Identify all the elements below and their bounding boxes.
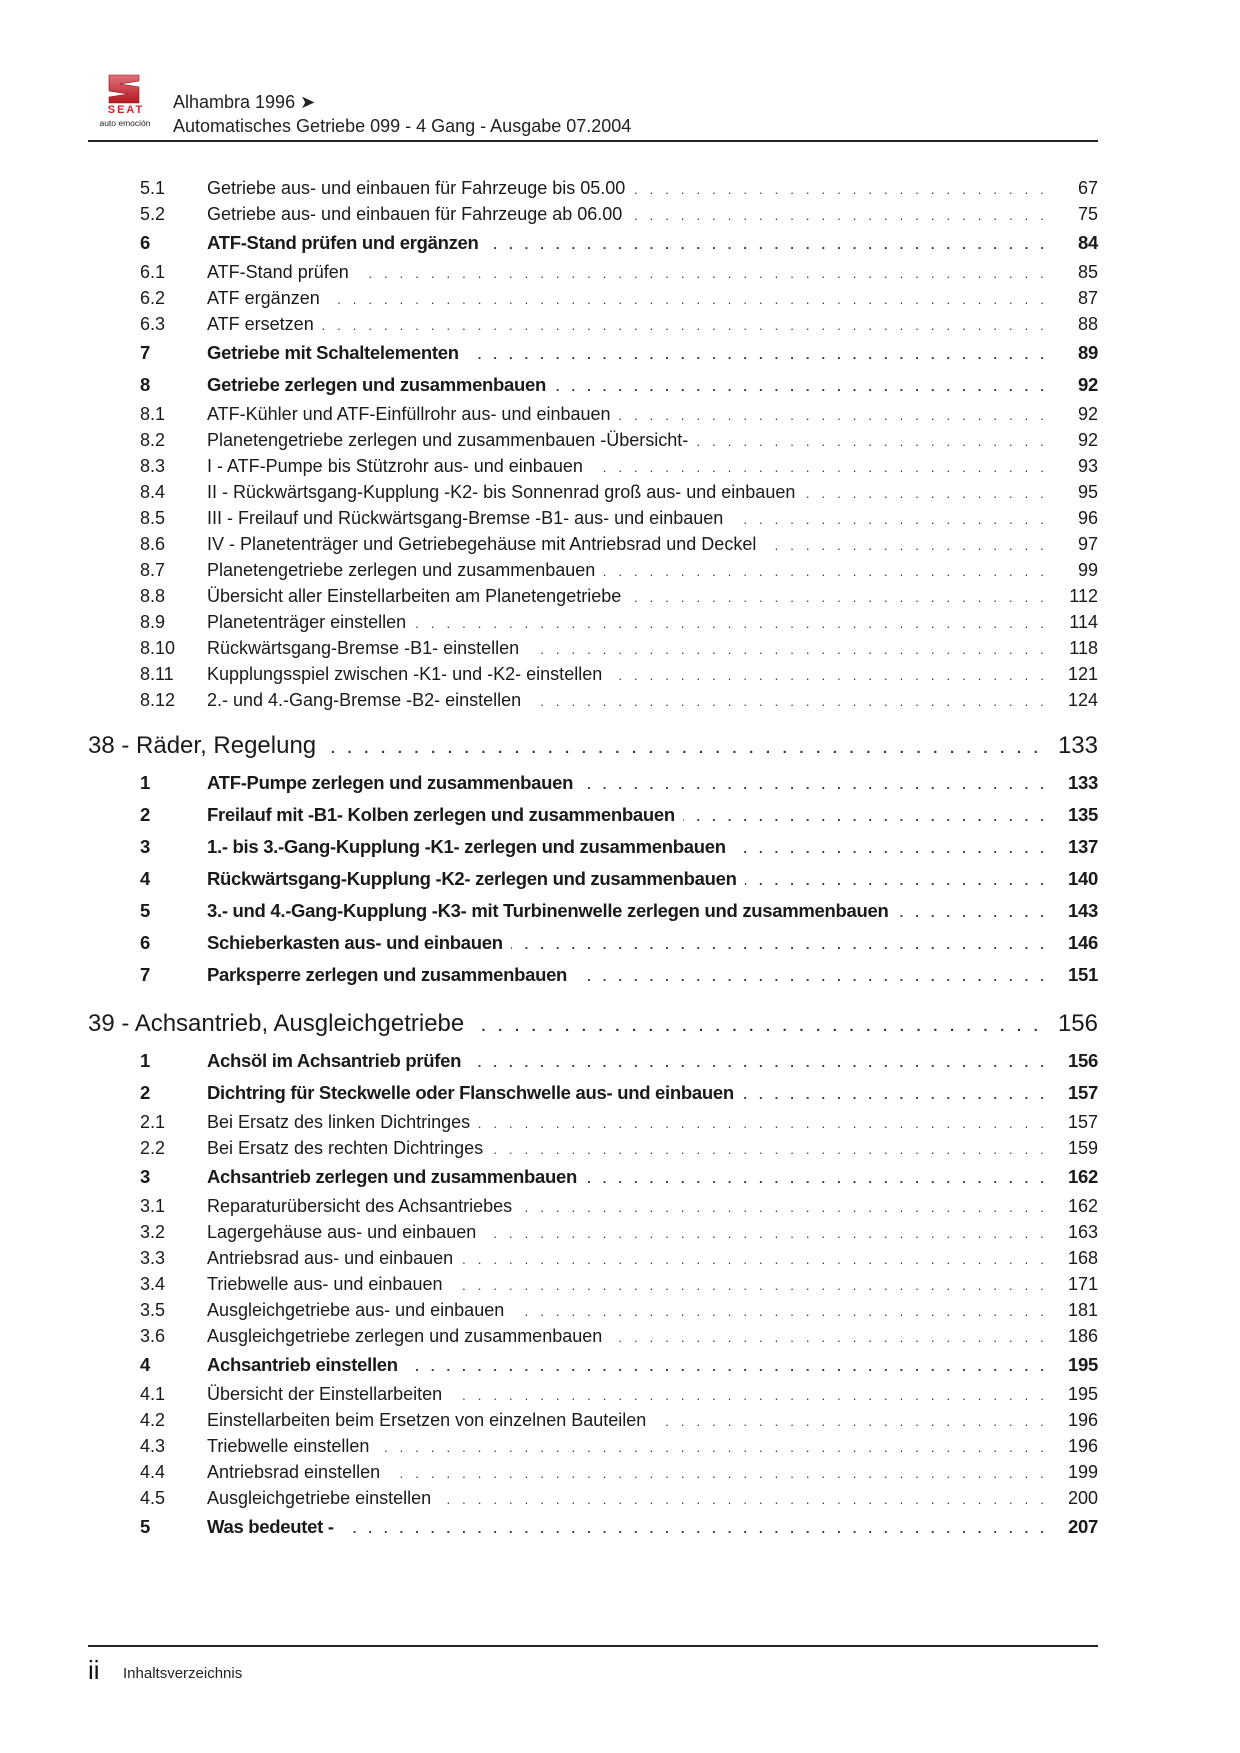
toc-entry-title[interactable]: Antriebsrad aus- und einbauen <box>207 1245 461 1271</box>
toc-entry-title[interactable]: Dichtring für Steckwelle oder Flanschwelle aus- und einbauen <box>207 1077 742 1109</box>
toc-entry-title[interactable]: 1.- bis 3.-Gang-Kupplung -K1- zerlegen und zusammenbauen <box>207 831 734 863</box>
toc-subsection-entry[interactable] <box>88 175 1098 201</box>
toc-entry-title[interactable]: Getriebe aus- und einbauen für Fahrzeuge ab 06.00 <box>207 201 630 227</box>
toc-entry-page[interactable]: 97 <box>1077 534 1098 554</box>
toc-subsection-entry[interactable] <box>88 661 1098 687</box>
toc-entry-title[interactable]: ATF-Stand prüfen <box>207 259 357 285</box>
toc-entry-title[interactable]: Achsantrieb einstellen <box>207 1349 406 1381</box>
dot-leader <box>654 1409 1048 1435</box>
toc-entry-title[interactable]: ATF ersetzen <box>207 311 322 337</box>
dot-leader <box>591 455 1048 481</box>
toc-subsection-entry[interactable] <box>88 505 1098 531</box>
toc-subsection-entry[interactable] <box>88 609 1098 635</box>
toc-section-entry[interactable] <box>88 799 1098 831</box>
toc-subsection-entry[interactable] <box>88 311 1098 337</box>
toc-entry-number: 1 <box>140 1050 150 1071</box>
toc-section-entry[interactable] <box>88 1161 1098 1193</box>
toc-entry-number: 5.2 <box>140 204 166 224</box>
toc-subsection-entry[interactable] <box>88 1433 1098 1459</box>
page-number: ii <box>88 1655 100 1685</box>
toc-subsection-entry[interactable] <box>88 427 1098 453</box>
dot-leader <box>377 1435 1048 1461</box>
toc-entry-title[interactable]: ATF-Stand prüfen und ergänzen <box>207 227 487 259</box>
toc-chapter-entry[interactable] <box>88 1003 1098 1045</box>
toc-entry-page[interactable]: 87 <box>1077 288 1098 308</box>
toc-entry-page[interactable]: 92 <box>1078 374 1098 395</box>
toc-entry-page[interactable]: 196 <box>1067 1410 1098 1430</box>
toc-entry-number: 3.1 <box>140 1196 166 1216</box>
dot-leader <box>610 1325 1048 1351</box>
dot-leader <box>731 507 1048 533</box>
toc-entry-title[interactable]: Lagergehäuse aus- und einbauen <box>207 1219 484 1245</box>
dot-leader <box>511 929 1048 961</box>
toc-entry-number: 6.1 <box>140 262 166 282</box>
toc-entry-page[interactable]: 157 <box>1068 1082 1098 1103</box>
toc-subsection-entry[interactable] <box>88 557 1098 583</box>
toc-subsection-entry[interactable] <box>88 1297 1098 1323</box>
toc-entry-page[interactable]: 159 <box>1067 1138 1098 1158</box>
toc-subsection-entry[interactable] <box>88 1271 1098 1297</box>
toc-subsection-entry[interactable] <box>88 1193 1098 1219</box>
toc-entry-title[interactable]: Einstellarbeiten beim Ersetzen von einzelnen Bauteilen <box>207 1407 654 1433</box>
toc-entry-title[interactable]: Ausgleichgetriebe zerlegen und zusammenbauen <box>207 1323 610 1349</box>
toc-subsection-entry[interactable] <box>88 687 1098 713</box>
dot-leader <box>520 1195 1048 1221</box>
dot-leader <box>897 897 1048 929</box>
toc-entry-number: 4.4 <box>140 1462 166 1482</box>
toc-entry-title[interactable]: Übersicht aller Einstellarbeiten am Planetengetriebe <box>207 583 629 609</box>
toc-section-entry[interactable] <box>88 927 1098 959</box>
brand-name: SEAT <box>107 104 145 116</box>
dot-leader <box>491 1137 1048 1163</box>
toc-entry-title[interactable]: Getriebe aus- und einbauen für Fahrzeuge bis 05.00 <box>207 175 633 201</box>
toc-entry-title[interactable]: Achsöl im Achsantrieb prüfen <box>207 1045 469 1077</box>
toc-entry-page[interactable]: 84 <box>1078 232 1098 253</box>
toc-entry-number: 4 <box>140 1354 150 1375</box>
toc-entry-number: 8.11 <box>140 664 174 684</box>
dot-leader <box>764 533 1048 559</box>
toc-entry-number: 3.5 <box>140 1300 166 1320</box>
toc-entry-number: 3.4 <box>140 1274 166 1294</box>
toc-section-entry[interactable] <box>88 863 1098 895</box>
toc-entry-page[interactable]: 88 <box>1077 314 1098 334</box>
toc-entry-number: 2 <box>140 1082 150 1103</box>
toc-entry-page[interactable]: 162 <box>1068 1166 1098 1187</box>
toc-entry-number: 8.6 <box>140 534 166 554</box>
page-footer <box>88 1645 1098 1685</box>
toc-entry-number: 1 <box>140 772 150 793</box>
toc-entry-title[interactable]: Getriebe mit Schaltelementen <box>207 337 467 369</box>
toc-section-entry[interactable] <box>88 831 1098 863</box>
toc-entry-page[interactable]: 85 <box>1077 262 1098 282</box>
toc-entry-number: 8.5 <box>140 508 166 528</box>
dot-leader <box>472 1006 1042 1048</box>
dot-leader <box>450 1383 1048 1409</box>
toc-section-entry[interactable] <box>88 337 1098 369</box>
toc-subsection-entry[interactable] <box>88 259 1098 285</box>
toc-entry-number: 7 <box>140 964 150 985</box>
toc-entry-number: 2 <box>140 804 150 825</box>
toc-entry-number: 8.10 <box>140 638 176 658</box>
toc-entry-title[interactable]: Übersicht der Einstellarbeiten <box>207 1381 450 1407</box>
toc-section-entry[interactable] <box>88 227 1098 259</box>
toc-entry-number: 8.8 <box>140 586 166 606</box>
toc-entry-page[interactable]: 156 <box>1057 1010 1098 1037</box>
toc-entry-page[interactable]: 195 <box>1068 1354 1098 1375</box>
toc-section-entry[interactable] <box>88 1511 1098 1543</box>
toc-entry-number: 3.3 <box>140 1248 166 1268</box>
toc-entry-title[interactable]: ATF-Pumpe zerlegen und zusammenbauen <box>207 767 581 799</box>
toc-entry-page[interactable]: 143 <box>1068 900 1098 921</box>
dot-leader <box>630 203 1048 229</box>
toc-section-entry[interactable] <box>88 895 1098 927</box>
toc-entry-title[interactable]: Was bedeutet - <box>207 1511 342 1543</box>
toc-entry-title[interactable]: Schieberkasten aus- und einbauen <box>207 927 511 959</box>
toc-subsection-entry[interactable] <box>88 285 1098 311</box>
dot-leader <box>575 961 1048 993</box>
toc-entry-number: 5 <box>140 1516 150 1537</box>
dot-leader <box>742 1079 1048 1111</box>
toc-subsection-entry[interactable] <box>88 1485 1098 1511</box>
document-title: Alhambra 1996 ➤ <box>173 92 316 112</box>
header-divider <box>88 140 1098 142</box>
dot-leader <box>610 663 1048 689</box>
toc-entry-number: 8.9 <box>140 612 166 632</box>
seat-logo <box>88 70 162 130</box>
dot-leader <box>414 611 1048 637</box>
dot-leader <box>529 689 1048 715</box>
toc-subsection-entry[interactable] <box>88 583 1098 609</box>
toc-entry-title[interactable]: Triebwelle einstellen <box>207 1433 377 1459</box>
toc-entry-number: 3.6 <box>140 1326 166 1346</box>
toc-entry-number: 6.2 <box>140 288 166 308</box>
toc-entry-title[interactable]: Bei Ersatz des linken Dichtringes <box>207 1109 478 1135</box>
toc-subsection-entry[interactable] <box>88 453 1098 479</box>
toc-subsection-entry[interactable] <box>88 401 1098 427</box>
dot-leader <box>357 261 1048 287</box>
toc-entry-number: 6 <box>140 932 150 953</box>
toc-entry-number: 8.4 <box>140 482 166 502</box>
toc-entry-title[interactable]: III - Freilauf und Rückwärtsgang-Bremse -B1- aus- und einbauen <box>207 505 731 531</box>
toc-entry-page[interactable]: 199 <box>1067 1462 1098 1482</box>
toc-entry-page[interactable]: 181 <box>1067 1300 1098 1320</box>
toc-entry-title[interactable]: Triebwelle aus- und einbauen <box>207 1271 451 1297</box>
toc-entry-title[interactable]: Rückwärtsgang-Kupplung -K2- zerlegen und zusammenbauen <box>207 863 745 895</box>
toc-entry-page[interactable]: 163 <box>1067 1222 1098 1242</box>
dot-leader <box>324 728 1042 770</box>
toc-entry-number: 6.3 <box>140 314 166 334</box>
toc-entry-page[interactable]: 133 <box>1057 732 1098 759</box>
toc-subsection-entry[interactable] <box>88 1407 1098 1433</box>
toc-subsection-entry[interactable] <box>88 1323 1098 1349</box>
toc-entry-page[interactable]: 114 <box>1069 612 1098 632</box>
toc-entry-number: 4.3 <box>140 1436 166 1456</box>
toc-subsection-entry[interactable] <box>88 1459 1098 1485</box>
toc-entry-title[interactable]: Parksperre zerlegen und zusammenbauen <box>207 959 575 991</box>
toc-entry-page[interactable]: 96 <box>1077 508 1098 528</box>
toc-entry-number: 3 <box>140 1166 150 1187</box>
dot-leader <box>683 801 1048 833</box>
toc-section-entry[interactable] <box>88 959 1098 991</box>
toc-entry-title[interactable]: Freilauf mit -B1- Kolben zerlegen und zusammenbauen <box>207 799 683 831</box>
toc-entry-title[interactable]: II - Rückwärtsgang-Kupplung -K2- bis Sonnenrad groß aus- und einbauen <box>207 479 803 505</box>
toc-entry-title[interactable]: Getriebe zerlegen und zusammenbauen <box>207 369 554 401</box>
toc-entry-title[interactable]: Kupplungsspiel zwischen -K1- und -K2- einstellen <box>207 661 610 687</box>
dot-leader <box>406 1351 1048 1383</box>
toc-entry-page[interactable]: 133 <box>1068 772 1098 793</box>
dot-leader <box>484 1221 1048 1247</box>
toc-entry-number: 5 <box>140 900 150 921</box>
toc-entry-title[interactable]: I - ATF-Pumpe bis Stützrohr aus- und einbauen <box>207 453 591 479</box>
toc-subsection-entry[interactable] <box>88 1109 1098 1135</box>
toc-subsection-entry[interactable] <box>88 479 1098 505</box>
toc-entry-page[interactable]: 92 <box>1077 430 1098 450</box>
dot-leader <box>478 1111 1048 1137</box>
toc-entry-title[interactable]: 2.- und 4.-Gang-Bremse -B2- einstellen <box>207 687 529 713</box>
toc-entry-page[interactable]: 137 <box>1068 836 1098 857</box>
dot-leader <box>467 339 1048 371</box>
toc-section-entry[interactable] <box>88 767 1098 799</box>
toc-entry-number: 4.2 <box>140 1410 166 1430</box>
toc-entry-page[interactable]: 200 <box>1067 1488 1098 1508</box>
toc-entry-title[interactable]: Reparaturübersicht des Achsantriebes <box>207 1193 520 1219</box>
toc-entry-page[interactable]: 89 <box>1078 342 1098 363</box>
toc-entry-title[interactable]: Ausgleichgetriebe aus- und einbauen <box>207 1297 512 1323</box>
toc-subsection-entry[interactable] <box>88 1135 1098 1161</box>
toc-entry-page[interactable]: 195 <box>1067 1384 1098 1404</box>
dot-leader <box>487 229 1048 261</box>
toc-subsection-entry[interactable] <box>88 1245 1098 1271</box>
toc-entry-title[interactable]: ATF-Kühler und ATF-Einfüllrohr aus- und einbauen <box>207 401 619 427</box>
toc-entry-title[interactable]: 39 - Achsantrieb, Ausgleichgetriebe <box>88 1003 472 1045</box>
dot-leader <box>469 1047 1048 1079</box>
dot-leader <box>439 1487 1048 1513</box>
table-of-contents <box>88 175 1098 1543</box>
page-header <box>88 70 1098 142</box>
toc-entry-title[interactable]: IV - Planetenträger und Getriebegehäuse mit Antriebsrad und Deckel <box>207 531 764 557</box>
toc-subsection-entry[interactable] <box>88 1219 1098 1245</box>
toc-entry-page[interactable]: 67 <box>1077 178 1098 198</box>
toc-entry-title[interactable]: Rückwärtsgang-Bremse -B1- einstellen <box>207 635 527 661</box>
dot-leader <box>322 313 1048 339</box>
dot-leader <box>388 1461 1048 1487</box>
toc-entry-number: 3.2 <box>140 1222 166 1242</box>
toc-section-entry[interactable] <box>88 1045 1098 1077</box>
toc-entry-page[interactable]: 118 <box>1069 638 1098 658</box>
toc-entry-number: 2.1 <box>140 1112 166 1132</box>
toc-entry-page[interactable]: 135 <box>1068 804 1098 825</box>
toc-entry-page[interactable]: 196 <box>1067 1436 1098 1456</box>
toc-entry-title[interactable]: Achsantrieb zerlegen und zusammenbauen <box>207 1161 585 1193</box>
toc-entry-page[interactable]: 156 <box>1068 1050 1098 1071</box>
dot-leader <box>554 371 1048 403</box>
toc-entry-page[interactable]: 146 <box>1068 932 1098 953</box>
toc-entry-page[interactable]: 112 <box>1069 586 1098 606</box>
toc-entry-number: 8.2 <box>140 430 166 450</box>
dot-leader <box>745 865 1048 897</box>
seat-s-emblem-icon <box>106 73 142 105</box>
toc-entry-page[interactable]: 92 <box>1077 404 1098 424</box>
toc-entry-title[interactable]: 38 - Räder, Regelung <box>88 725 324 767</box>
toc-entry-title[interactable]: Planetengetriebe zerlegen und zusammenbauen <box>207 557 603 583</box>
toc-entry-page[interactable]: 95 <box>1077 482 1098 502</box>
toc-entry-number: 4 <box>140 868 150 889</box>
dot-leader <box>342 1513 1048 1545</box>
toc-entry-title[interactable]: Ausgleichgetriebe einstellen <box>207 1485 439 1511</box>
toc-entry-number: 8.12 <box>140 690 176 710</box>
toc-entry-page[interactable]: 207 <box>1068 1516 1098 1537</box>
toc-entry-page[interactable]: 157 <box>1067 1112 1098 1132</box>
toc-entry-page[interactable]: 140 <box>1068 868 1098 889</box>
dot-leader <box>696 429 1048 455</box>
toc-subsection-entry[interactable] <box>88 531 1098 557</box>
footer-divider <box>88 1645 1098 1647</box>
document-subtitle: Automatisches Getriebe 099 - 4 Gang - Ausgabe 07.2004 <box>173 116 632 136</box>
toc-entry-page[interactable]: 171 <box>1067 1274 1098 1294</box>
toc-entry-number: 8.3 <box>140 456 166 476</box>
toc-entry-page[interactable]: 75 <box>1077 204 1098 224</box>
toc-section-entry[interactable] <box>88 1077 1098 1109</box>
dot-leader <box>451 1273 1049 1299</box>
toc-chapter-entry[interactable] <box>88 725 1098 767</box>
toc-entry-page[interactable]: 93 <box>1077 456 1098 476</box>
toc-entry-number: 8 <box>140 374 150 395</box>
dot-leader <box>581 769 1048 801</box>
toc-section-entry[interactable] <box>88 369 1098 401</box>
toc-entry-number: 6 <box>140 232 150 253</box>
toc-entry-page[interactable]: 124 <box>1067 690 1098 710</box>
toc-entry-number: 7 <box>140 342 150 363</box>
toc-entry-number: 5.1 <box>140 178 166 198</box>
toc-entry-number: 8.1 <box>140 404 166 424</box>
toc-entry-title[interactable]: Planetengetriebe zerlegen und zusammenbauen -Übersicht- <box>207 427 696 453</box>
toc-entry-title[interactable]: Bei Ersatz des rechten Dichtringes <box>207 1135 491 1161</box>
toc-entry-number: 2.2 <box>140 1138 166 1158</box>
dot-leader <box>328 287 1048 313</box>
toc-entry-page[interactable]: 151 <box>1068 964 1098 985</box>
toc-entry-title[interactable]: Antriebsrad einstellen <box>207 1459 388 1485</box>
dot-leader <box>512 1299 1048 1325</box>
toc-entry-page[interactable]: 168 <box>1067 1248 1098 1268</box>
dot-leader <box>803 481 1048 507</box>
dot-leader <box>734 833 1048 865</box>
toc-entry-number: 8.7 <box>140 560 166 580</box>
toc-subsection-entry[interactable] <box>88 201 1098 227</box>
toc-entry-page[interactable]: 162 <box>1067 1196 1098 1216</box>
toc-section-entry[interactable] <box>88 1349 1098 1381</box>
dot-leader <box>633 177 1048 203</box>
toc-entry-title[interactable]: 3.- und 4.-Gang-Kupplung -K3- mit Turbinenwelle zerlegen und zusammenbauen <box>207 895 897 927</box>
dot-leader <box>585 1163 1048 1195</box>
toc-entry-page[interactable]: 186 <box>1067 1326 1098 1346</box>
toc-entry-number: 4.1 <box>140 1384 166 1404</box>
toc-entry-title[interactable]: ATF ergänzen <box>207 285 328 311</box>
toc-entry-page[interactable]: 121 <box>1067 664 1098 684</box>
dot-leader <box>527 637 1048 663</box>
brand-tagline: auto emoción <box>99 118 151 128</box>
toc-entry-number: 4.5 <box>140 1488 166 1508</box>
toc-entry-page[interactable]: 99 <box>1077 560 1098 580</box>
dot-leader <box>603 559 1048 585</box>
footer-label: Inhaltsverzeichnis <box>123 1665 243 1682</box>
toc-entry-title[interactable]: Planetenträger einstellen <box>207 609 414 635</box>
dot-leader <box>629 585 1048 611</box>
toc-entry-number: 3 <box>140 836 150 857</box>
dot-leader <box>619 403 1048 429</box>
toc-subsection-entry[interactable] <box>88 1381 1098 1407</box>
dot-leader <box>461 1247 1048 1273</box>
toc-subsection-entry[interactable] <box>88 635 1098 661</box>
